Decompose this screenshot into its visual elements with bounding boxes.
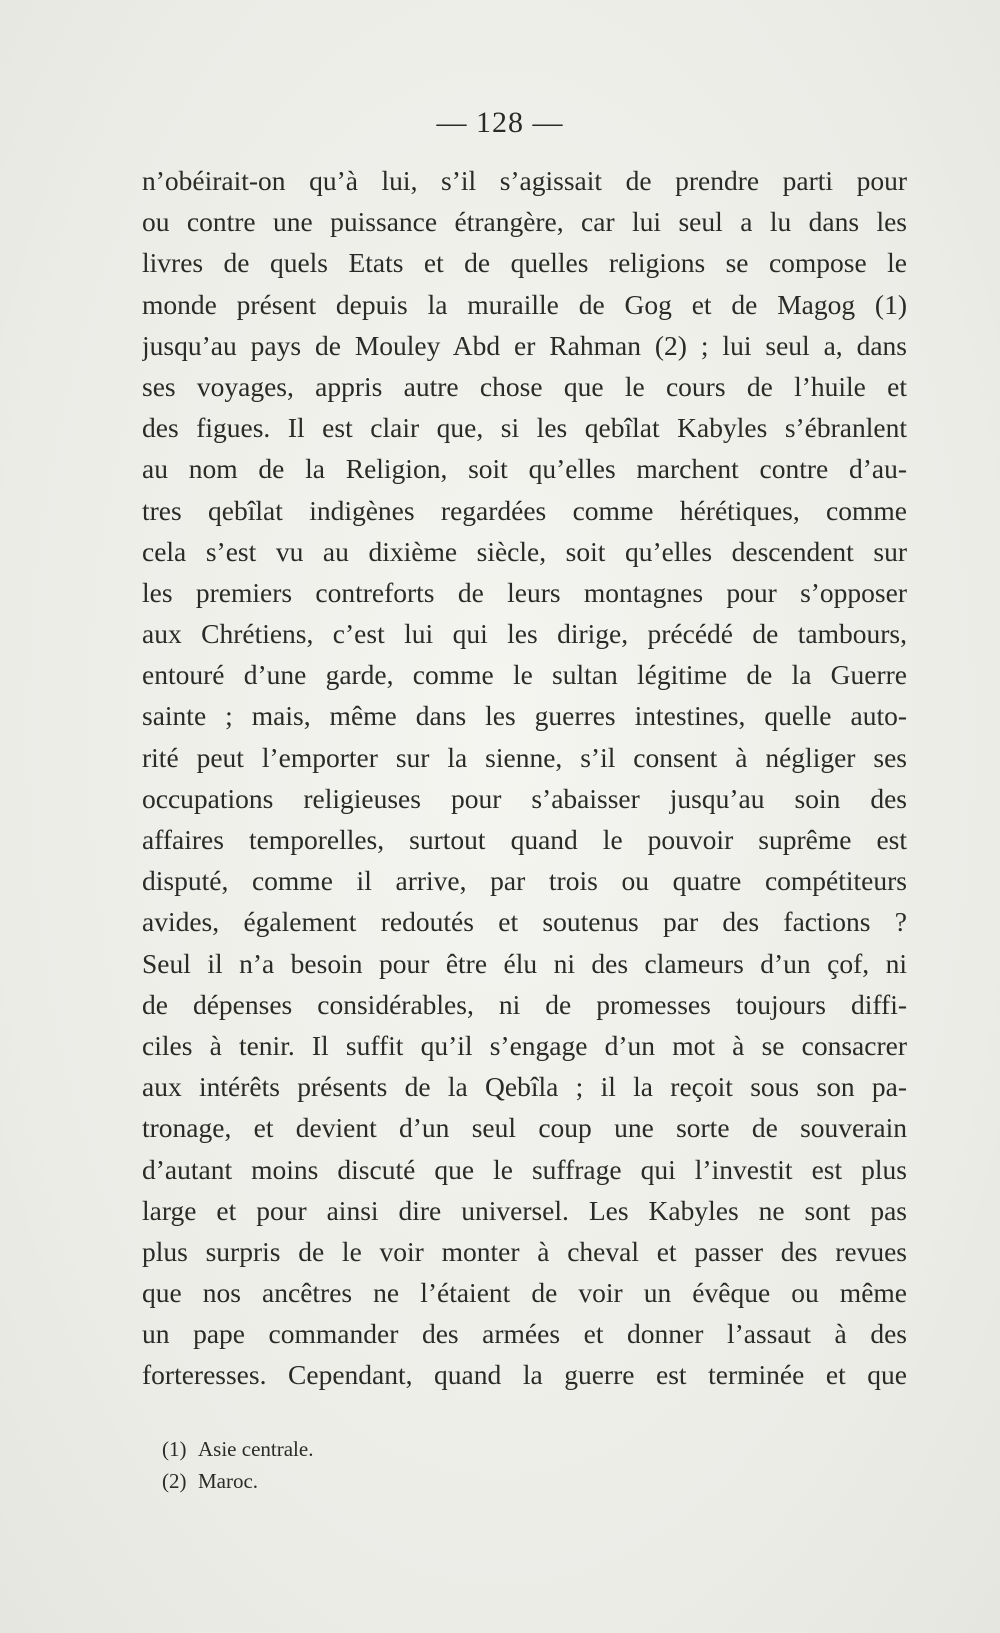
text-line: aux Chrétiens, c’est lui qui les dirige, précédé de tambours,: [142, 618, 907, 650]
footnote: [162, 1465, 562, 1497]
text-line: affaires temporelles, surtout quand le pouvoir suprême est: [142, 824, 907, 855]
body-text: [142, 160, 907, 1396]
footnote-text: Maroc.: [198, 1469, 259, 1493]
text-line: disputé, comme il arrive, par trois ou quatre compétiteurs: [142, 865, 907, 897]
text-line: au nom de la Religion, soit qu’elles marchent contre d’au-: [142, 453, 907, 485]
text-line: Seul il n’a besoin pour être élu ni des clameurs d’un çof, ni: [142, 947, 907, 979]
text-line: ciles à tenir. Il suffit qu’il s’engage d’un mot à se consacrer: [142, 1029, 907, 1061]
page-number: — 128 —: [436, 106, 564, 139]
text-line: tres qebîlat indigènes regardées comme hérétiques, comme: [142, 494, 907, 526]
text-line: ou contre une puissance étrangère, car lui seul a lu dans les: [142, 206, 907, 238]
text-line: monde présent depuis la muraille de Gog et de Magog (1): [142, 288, 907, 320]
text-line: un pape commander des armées et donner l’assaut à des: [142, 1318, 907, 1350]
text-line: de dépenses considérables, ni de promesses toujours diffi-: [142, 988, 907, 1020]
footnotes: [162, 1433, 562, 1497]
text-line: des figues. Il est clair que, si les qebîlat Kabyles s’ébranlent: [142, 412, 907, 444]
footnote-marker: (2): [162, 1469, 187, 1493]
text-line: n’obéirait-on qu’à lui, s’il s’agissait de prendre parti pour: [142, 165, 907, 196]
text-line: rité peut l’emporter sur la sienne, s’il consent à négliger ses: [142, 741, 907, 773]
footnote-marker: (1): [162, 1437, 187, 1461]
text-line: large et pour ainsi dire universel. Les Kabyles ne sont pas: [142, 1194, 907, 1226]
text-line: d’autant moins discuté que le suffrage qui l’investit est plus: [142, 1153, 907, 1185]
footnote: [162, 1433, 562, 1465]
text-line: cela s’est vu au dixième siècle, soit qu’elles descendent sur: [142, 535, 907, 567]
text-line: aux intérêts présents de la Qebîla ; il la reçoit sous son pa-: [142, 1071, 907, 1103]
footnote-text: Asie centrale.: [198, 1437, 314, 1461]
text-line: occupations religieuses pour s’abaisser jusqu’au soin des: [142, 782, 907, 814]
text-line: entouré d’une garde, comme le sultan légitime de la Guerre: [142, 659, 907, 691]
text-line: avides, également redoutés et soutenus par des factions ?: [142, 906, 907, 938]
text-line: ses voyages, appris autre chose que le cours de l’huile et: [142, 370, 907, 402]
text-line: que nos ancêtres ne l’étaient de voir un évêque ou même: [142, 1277, 907, 1309]
text-line: tronage, et devient d’un seul coup une sorte de souverain: [142, 1112, 907, 1144]
text-line: sainte ; mais, même dans les guerres intestines, quelle auto-: [142, 700, 907, 732]
text-line: plus surpris de le voir monter à cheval et passer des revues: [142, 1235, 907, 1267]
text-line: jusqu’au pays de Mouley Abd er Rahman (2) ; lui seul a, dans: [142, 329, 907, 361]
text-line: livres de quels Etats et de quelles religions se compose le: [142, 247, 907, 279]
text-line: les premiers contreforts de leurs montagnes pour s’opposer: [142, 576, 907, 608]
text-line: forteresses. Cependant, quand la guerre est terminée et que: [142, 1359, 907, 1391]
